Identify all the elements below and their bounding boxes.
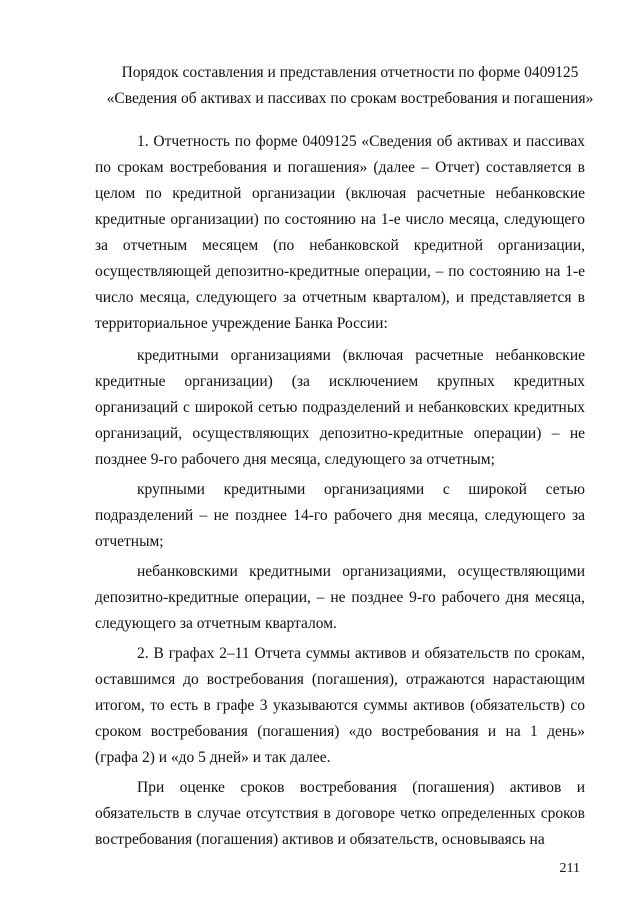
page-number: 211 [559,861,580,876]
document-body [95,129,585,853]
paragraph-3: При оценке сроков востребования (погашения) активов и обязательств в случае отсутствия в договоре четко определенных сроков востребования (погашения) активов и обязательств, основываясь на [95,779,585,848]
paragraph-1: 1. Отчетность по форме 0409125 «Сведения об активах и пассивах по срокам востребования и погашения» (далее – Отчет) составляется в целом по кредитной организации (включая расчетные небанковские кредитные организации) по состоянию на 1-е число месяца, следующего за отчетным месяцем (по небанковской кредитной организации, осуществляющей депозитно-кредитные операции, – по состоянию на 1-е число месяца, следующего за отчетным кварталом), и представляется в территориальное учреждение Банка России: [95,133,585,332]
paragraph-list-item-1: кредитными организациями (включая расчетные небанковские кредитные организации) (за исключением крупных кредитных организаций с широкой сетью подразделений и небанковских кредитных организаций, осуществляющих депозитно-кредитные операции) – не позднее 9-го рабочего дня месяца, следующего за отчетным; [95,347,585,468]
paragraph-2: 2. В графах 2–11 Отчета суммы активов и обязательств по срокам, оставшимся до востребования (погашения), отражаются нарастающим итогом, то есть в графе 3 указываются суммы активов (обязательств) со сроком востребования (погашения) «до востребования и на 1 день» (графа 2) и «до 5 дней» и так далее. [95,645,585,766]
document-title-line-2: «Сведения об активах и пассивах по срокам востребования и погашения» [106,90,594,107]
paragraph-list-item-3: небанковскими кредитными организациями, осуществляющими депозитно-кредитные операции, – не позднее 9-го рабочего дня месяца, следующего за отчетным кварталом. [95,563,585,632]
document-title-line-1: Порядок составления и представления отчетности по форме 0409125 [121,64,579,81]
paragraph-list-item-2: крупными кредитными организациями с широкой сетью подразделений – не позднее 14-го рабочего дня месяца, следующего за отчетным; [95,481,585,550]
